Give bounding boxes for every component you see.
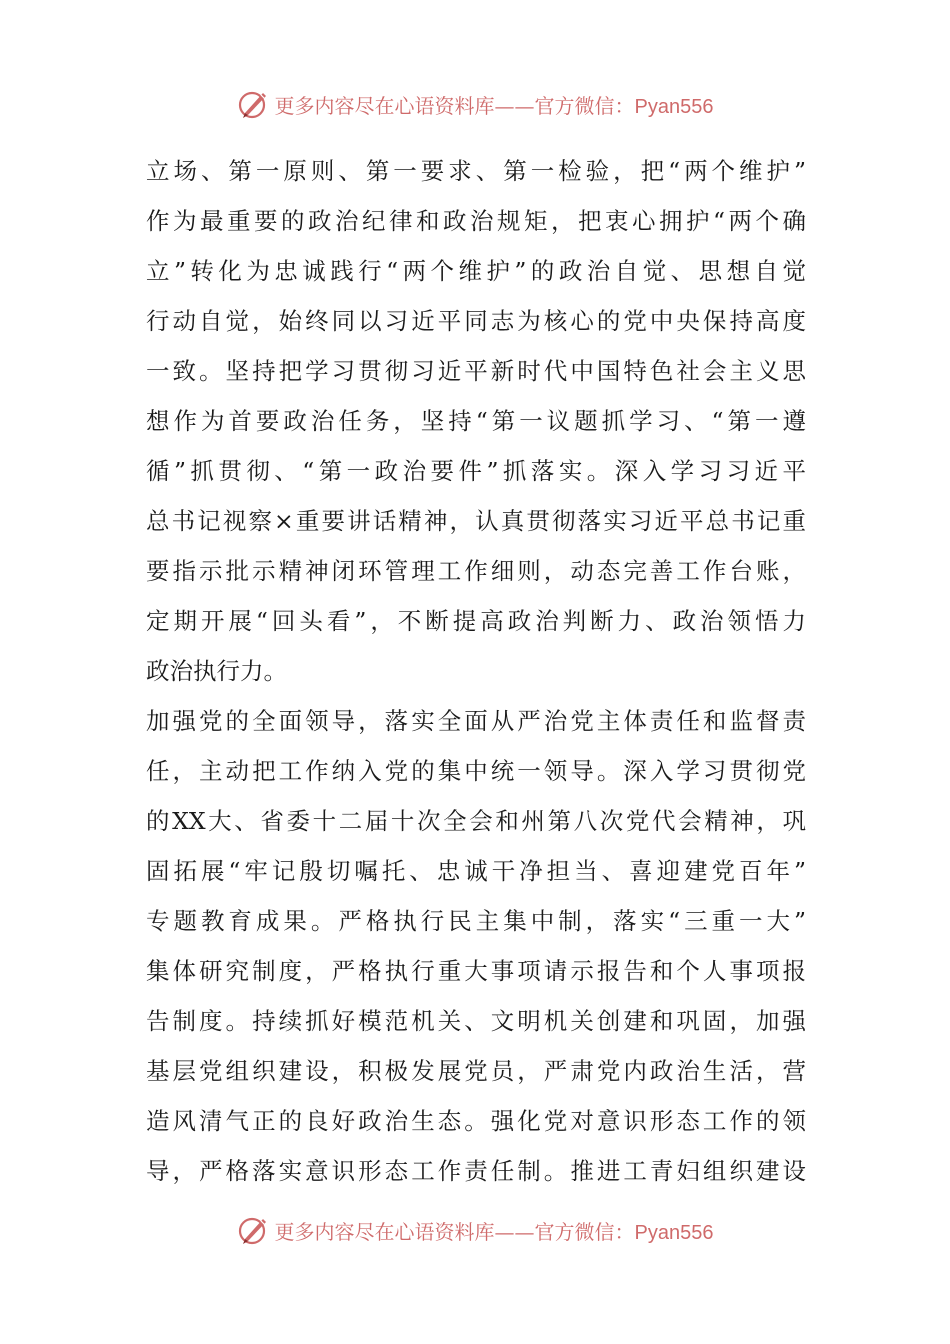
body-line: 加强党的全面领导，落实全面从严治党主体责任和监督责 bbox=[146, 707, 806, 735]
body-line: 总书记视察×重要讲话精神，认真贯彻落实习近平总书记重 bbox=[146, 507, 806, 535]
header-banner-label: 官方微信： bbox=[534, 93, 635, 118]
body-line: 行动自觉，始终同以习近平同志为核心的党中央保持高度 bbox=[146, 307, 806, 335]
body-line: 任，主动把工作纳入党的集中统一领导。深入学习贯彻党 bbox=[146, 757, 806, 785]
body-line: 想作为首要政治任务，坚持“第一议题抓学习、“第一遵 bbox=[146, 407, 806, 435]
footer-banner bbox=[0, 1210, 950, 1250]
document-body bbox=[146, 146, 806, 1196]
body-line: 定期开展“回头看”，不断提高政治判断力、政治领悟力 bbox=[146, 607, 806, 635]
body-line: 政治执行力。 bbox=[146, 657, 287, 685]
body-line: 作为最重要的政治纪律和政治规矩，把衷心拥护“两个确 bbox=[146, 207, 806, 235]
body-line: 循”抓贯彻、“第一政治要件”抓落实。深入学习习近平 bbox=[146, 457, 806, 485]
body-line: 集体研究制度，严格执行重大事项请示报告和个人事项报 bbox=[146, 957, 806, 985]
pen-logo-icon bbox=[237, 87, 271, 121]
body-line: 一致。坚持把学习贯彻习近平新时代中国特色社会主义思 bbox=[146, 357, 806, 385]
footer-banner-title: 更多内容尽在心语资料库 bbox=[274, 1219, 495, 1244]
body-line: 导，严格落实意识形态工作责任制。推进工青妇组织建设 bbox=[146, 1157, 806, 1185]
body-line: 要指示批示精神闭环管理工作细则，动态完善工作台账， bbox=[146, 557, 806, 585]
body-line: 的XX大、省委十二届十次全会和州第八次党代会精神，巩 bbox=[146, 807, 806, 835]
header-banner-wechat-id: Pyan556 bbox=[634, 95, 714, 118]
footer-banner-text bbox=[275, 1216, 714, 1245]
header-banner-title: 更多内容尽在心语资料库 bbox=[274, 93, 495, 118]
footer-banner-content bbox=[237, 1213, 714, 1247]
footer-banner-label: 官方微信： bbox=[534, 1219, 635, 1244]
body-line: 固拓展“牢记殷切嘱托、忠诚干净担当、喜迎建党百年” bbox=[146, 857, 806, 885]
footer-banner-wechat-id: Pyan556 bbox=[634, 1221, 714, 1244]
header-banner-text bbox=[275, 90, 714, 119]
body-line: 基层党组织建设，积极发展党员，严肃党内政治生活，营 bbox=[146, 1057, 806, 1085]
header-banner-content bbox=[237, 87, 714, 121]
footer-banner-dash: —— bbox=[494, 1219, 535, 1244]
body-line: 专题教育成果。严格执行民主集中制，落实“三重一大” bbox=[146, 907, 806, 935]
body-line: 立场、第一原则、第一要求、第一检验，把“两个维护” bbox=[146, 157, 806, 185]
header-banner-dash: —— bbox=[494, 93, 535, 118]
body-line: 告制度。持续抓好模范机关、文明机关创建和巩固，加强 bbox=[146, 1007, 806, 1035]
body-line: 造风清气正的良好政治生态。强化党对意识形态工作的领 bbox=[146, 1107, 806, 1135]
header-banner bbox=[0, 84, 950, 124]
body-line: 立”转化为忠诚践行“两个维护”的政治自觉、思想自觉 bbox=[146, 257, 806, 285]
pen-logo-icon bbox=[237, 1213, 271, 1247]
